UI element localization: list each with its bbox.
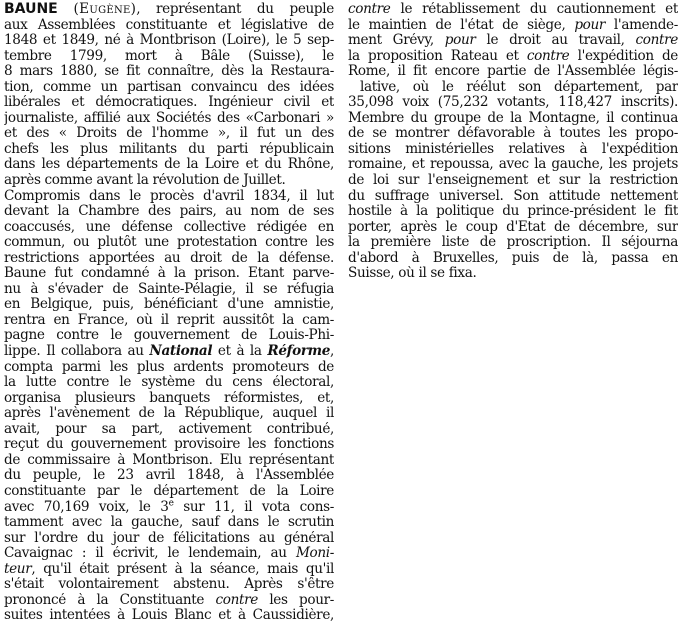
text-line — [4, 484, 334, 500]
text-line — [348, 235, 678, 251]
text-segment: aux Assemblées constituante et législative de — [4, 17, 334, 33]
text-line — [348, 173, 678, 189]
text-line — [4, 375, 334, 391]
text-line — [4, 313, 334, 329]
text-segment: coaccusés, une défense collective rédigée en — [4, 219, 334, 235]
text-segment: l'expédition de — [569, 48, 678, 64]
text-segment: National — [149, 344, 213, 360]
text-line — [348, 251, 678, 267]
text-segment: teur — [4, 561, 32, 577]
text-line — [348, 189, 678, 205]
text-line — [4, 95, 334, 111]
text-segment: compta parmi les plus ardents promoteurs de — [4, 359, 334, 375]
text-line — [348, 266, 678, 282]
text-line — [4, 297, 334, 313]
text-line — [4, 49, 334, 65]
text-segment: libérales et démocratiques. Ingénieur civil et — [4, 95, 334, 111]
text-segment: , qu'il était présent à la séance, mais qu'il — [31, 561, 334, 577]
text-segment: pour — [574, 17, 606, 33]
text-line — [4, 593, 334, 609]
text-line — [4, 2, 334, 18]
text-segment: et des « Droits de l'homme », il fut un des — [4, 126, 334, 142]
text-line — [348, 2, 678, 18]
text-line — [4, 562, 334, 578]
text-line — [4, 220, 334, 236]
left-column — [4, 2, 334, 624]
text-segment: tion, comme un partisan convaincu des idées — [4, 79, 334, 95]
text-line — [4, 173, 334, 189]
text-line — [348, 126, 678, 142]
text-line — [4, 515, 334, 531]
text-line — [348, 33, 678, 49]
text-segment: Réforme — [267, 344, 331, 360]
text-segment: du suffrage universel. Son attitude nettement — [348, 188, 678, 204]
text-line — [348, 157, 678, 173]
text-line — [348, 142, 678, 158]
text-line — [4, 422, 334, 438]
text-segment: Suisse, où il se fixa. — [348, 266, 477, 282]
text-segment: romaine, et repoussa, avec la gauche, les projets — [348, 157, 678, 173]
text-line — [4, 546, 334, 562]
text-segment: reçut du gouvernement provisoire les fonctions — [4, 437, 334, 453]
text-segment: 35,098 voix (75,232 votants, 118,427 inscrits). — [348, 95, 678, 111]
text-segment: la proposition Rateau et — [348, 48, 527, 64]
text-line — [4, 33, 334, 49]
text-segment: , — [330, 344, 334, 360]
text-segment: sitions ministérielles relatives à l'expédition — [348, 141, 678, 157]
text-segment: tembre 1799, mort à Bâle (Suisse), le — [4, 48, 334, 64]
text-line — [4, 64, 334, 80]
text-line — [4, 80, 334, 96]
entry-headword: BAUNE — [4, 2, 58, 17]
text-line — [348, 111, 678, 127]
text-line — [4, 391, 334, 407]
text-segment: contre — [635, 33, 678, 49]
text-line — [4, 235, 334, 251]
text-segment: nu à s'évader de Sainte-Pélagie, il se réfugia — [4, 281, 334, 297]
text-segment: lative, où le réélut son département, par — [360, 79, 678, 95]
text-segment: sur 11, il vota cons- — [173, 499, 334, 515]
text-segment: constituante par le département de la Loire — [4, 483, 334, 499]
text-segment: de commissaire à Montbrison. Elu représentant — [4, 452, 334, 468]
text-segment: contre — [526, 48, 570, 64]
text-segment: Cavaignac : il écrivit, le lendemain, au — [4, 546, 296, 562]
text-line — [4, 360, 334, 376]
text-segment: dans les départements de la Loire et du Rhône, — [4, 157, 334, 173]
text-segment: Membre du groupe de la Montagne, il continua — [348, 110, 678, 126]
text-segment: porter, après le coup d'Etat de décembre, sur — [348, 219, 678, 235]
text-segment: organisa plusieurs banquets réformistes, et, — [4, 390, 334, 406]
text-segment: et à la — [212, 344, 268, 360]
text-segment: , représentant du peuple — [136, 2, 334, 17]
text-line — [4, 531, 334, 547]
text-segment: du peuple, le 23 avril 1848, à l'Assemblée — [4, 468, 334, 484]
text-line — [4, 142, 334, 158]
text-line — [4, 453, 334, 469]
text-segment: 8 mars 1880, se fit connaître, dès la Restaura- — [4, 64, 334, 80]
text-line — [348, 64, 678, 80]
text-line — [348, 80, 678, 96]
text-segment: hostile à la politique du prince-président le fit — [348, 204, 678, 220]
text-segment: suites intentées à Louis Blanc et à Caussidière, — [4, 608, 334, 624]
text-line — [4, 251, 334, 267]
text-segment: d'abord à Bruxelles, puis de là, passa en — [348, 250, 678, 266]
text-line — [4, 437, 334, 453]
text-segment: journaliste, affilié aux Sociétés des «Carbonari » — [4, 110, 334, 126]
text-line — [4, 204, 334, 220]
text-segment: pour — [444, 33, 476, 49]
text-line — [348, 49, 678, 65]
text-segment: les pour- — [257, 592, 334, 608]
text-segment: lippe. Il collabora au — [4, 344, 150, 360]
text-segment: le maintien de l'état de siège, — [348, 17, 575, 33]
text-segment: contre — [348, 2, 391, 17]
text-segment: Compromis dans le procès d'avril 1834, il lut — [4, 188, 334, 204]
text-segment: ment Grévy, — [348, 33, 445, 49]
right-column — [348, 2, 678, 282]
text-line — [4, 344, 334, 360]
text-segment: e — [168, 499, 174, 508]
text-segment: le droit au travail, — [475, 33, 636, 49]
text-segment: après comme avant la révolution de Juillet. — [4, 173, 286, 189]
text-segment: chefs les plus militants du parti républicain — [4, 141, 334, 157]
text-segment: de loi sur l'enseignement et sur la restriction — [348, 173, 678, 189]
text-segment: 1848 et 1849, né à Montbrison (Loire), le 5 sep- — [4, 33, 334, 49]
text-line — [4, 266, 334, 282]
text-segment: en Belgique, puis, bénéficiant d'une amnistie, — [4, 297, 334, 313]
text-segment: tamment avec la gauche, sauf dans le scrutin — [4, 515, 334, 531]
text-line — [4, 500, 334, 516]
text-segment: avait, pour sa part, activement contribué, — [4, 421, 334, 437]
text-line — [4, 157, 334, 173]
text-segment: sur l'ordre du jour de félicitations au général — [4, 530, 334, 546]
text-segment: Rome, il fit encore partie de l'Assemblée légis- — [348, 64, 678, 80]
text-line — [4, 406, 334, 422]
text-segment: pagne contre le gouvernement de Louis-Phi- — [4, 328, 334, 344]
text-segment: prononcé à la Constituante — [4, 592, 216, 608]
text-line — [4, 608, 334, 624]
text-line — [4, 282, 334, 298]
text-line — [4, 189, 334, 205]
text-line — [4, 468, 334, 484]
text-segment: la première liste de proscription. Il séjourna — [348, 235, 678, 251]
text-segment: Moni- — [295, 546, 334, 562]
text-segment: commun, ou plutôt une protestation contre les — [4, 235, 334, 251]
text-segment: s'était volontairement abstenu. Après s'être — [4, 577, 334, 593]
text-line — [4, 126, 334, 142]
text-segment: contre — [215, 592, 258, 608]
text-segment: le rétablissement du cautionnement et — [390, 2, 678, 17]
text-segment: la lutte contre le système du cens électoral, — [4, 375, 334, 391]
text-line — [4, 111, 334, 127]
text-line — [348, 95, 678, 111]
text-line — [348, 204, 678, 220]
text-segment: de se montrer défavorable à toutes les propo- — [348, 126, 678, 142]
entry-given-name: (Eugène) — [73, 2, 137, 17]
text-segment: Baune fut condamné à la prison. Etant parve- — [4, 266, 334, 282]
text-segment: après l'avènement de la République, auquel il — [4, 406, 334, 422]
text-segment: l'amende- — [605, 17, 678, 33]
text-segment: rentra en France, où il reprit aussitôt la cam- — [4, 312, 334, 328]
text-line — [4, 328, 334, 344]
text-segment — [58, 2, 74, 17]
text-segment: devant la Chambre des pairs, au nom de ses — [4, 204, 334, 220]
text-segment: avec 70,169 voix, le 3 — [4, 499, 169, 515]
text-segment: restrictions apportées au droit de la défense. — [4, 250, 334, 266]
text-line — [348, 220, 678, 236]
text-line — [4, 18, 334, 34]
text-line — [348, 18, 678, 34]
text-line — [4, 577, 334, 593]
